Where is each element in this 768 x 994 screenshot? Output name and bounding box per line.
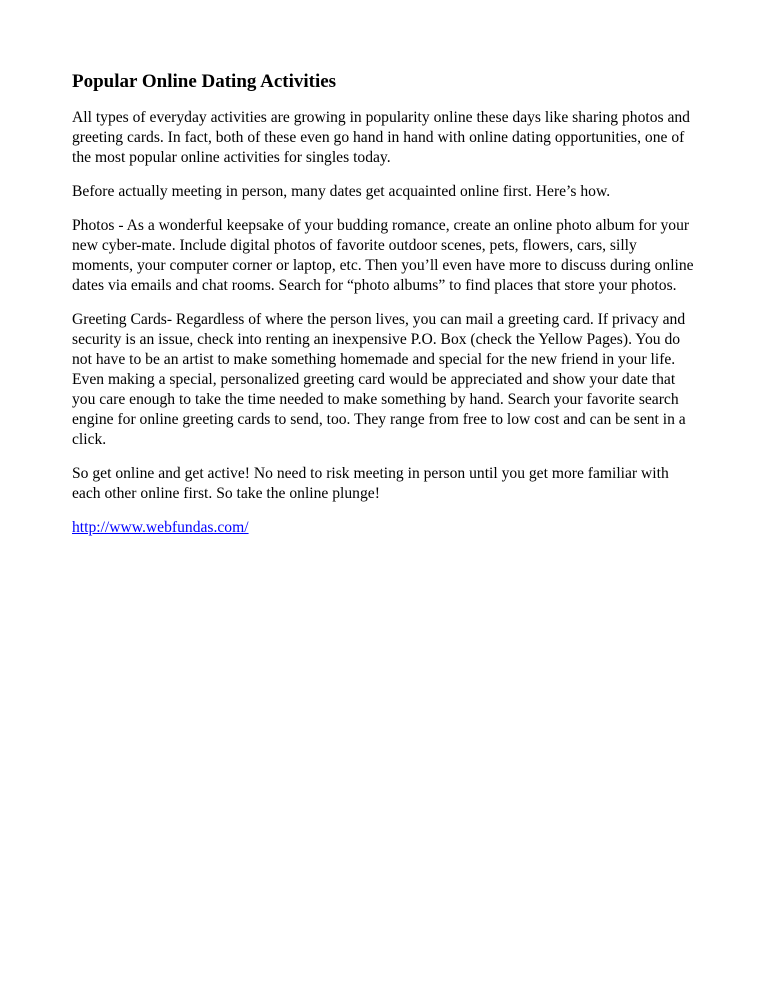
website-link[interactable]: http://www.webfundas.com/ <box>72 519 249 536</box>
paragraph-greeting-cards: Greeting Cards- Regardless of where the person lives, you can mail a greeting card. If privacy and security is an issue, check into renting an inexpensive P.O. Box (check the Yellow Pages). You do not have to be an artist to make something homemade and special for the new friend in your life. Even making a special, personalized greeting card would be appreciated and show your date that you care enough to take the time needed to make something by hand. Search your favorite search engine for online greeting cards to send, too. They range from free to low cost and can be sent in a click. <box>72 311 686 448</box>
page-title: Popular Online Dating Activities <box>72 71 337 92</box>
document-page <box>72 70 696 538</box>
paragraph-intro: All types of everyday activities are growing in popularity online these days like sharing photos and greeting cards. In fact, both of these even go hand in hand with online dating opportunities, one of the most popular online activities for singles today. <box>72 109 690 166</box>
paragraph-conclusion: So get online and get active! No need to risk meeting in person until you get more familiar with each other online first. So take the online plunge! <box>72 465 669 502</box>
paragraph-photos: Photos - As a wonderful keepsake of your budding romance, create an online photo album for your new cyber-mate. Include digital photos of favorite outdoor scenes, pets, flowers, cars, silly moments, your computer corner or laptop, etc. Then you’ll even have more to discuss during online dates via emails and chat rooms. Search for “photo albums” to find places that store your photos. <box>72 217 694 294</box>
paragraph-acquainted: Before actually meeting in person, many dates get acquainted online first. Here’s how. <box>72 183 611 200</box>
